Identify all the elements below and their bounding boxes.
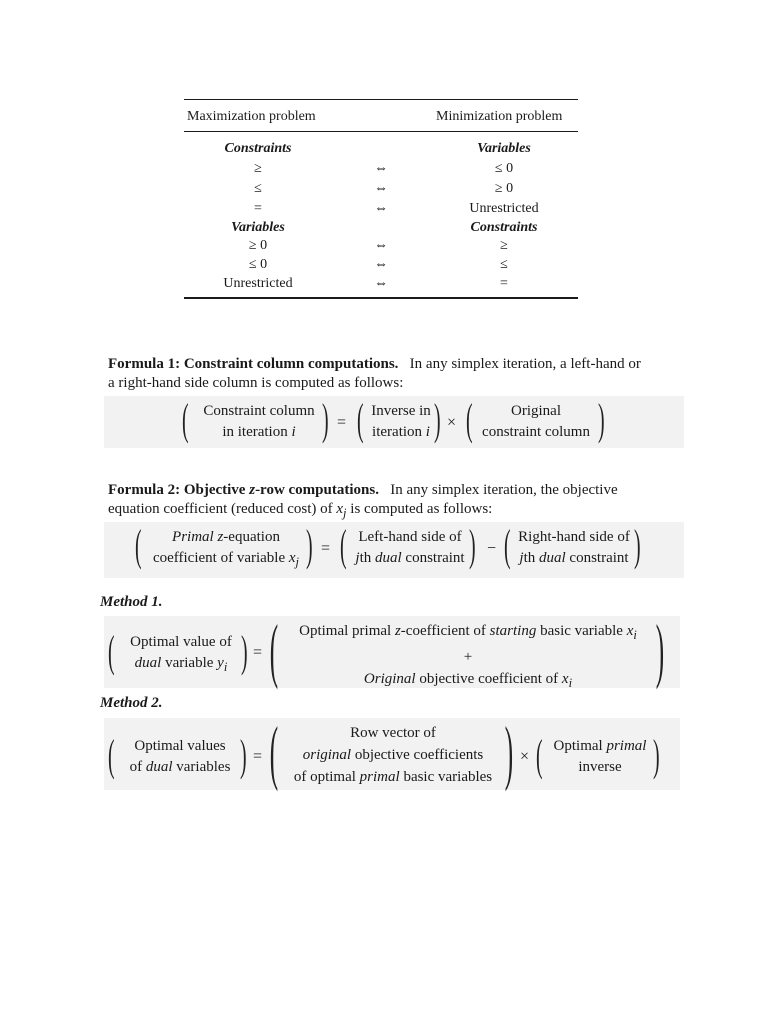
formula-2-term-3: Right-hand side of jth dual constraint (518, 529, 630, 566)
table-row-arrow: ⇔ (374, 238, 388, 253)
table-row-arrow: ⇔ (374, 161, 388, 176)
formula-2-title: Formula 2: Objective z-row computations. (108, 482, 379, 498)
paren-close: ) (434, 395, 441, 444)
paren-open: ( (536, 731, 543, 780)
paren-open: ( (357, 395, 364, 444)
method-1-rhs: Optimal primal z-coefficient of starting basic variable $x_i$ + Original objective coefficient of $x_i$ (299, 623, 637, 690)
times-sign: × (520, 748, 530, 765)
method-1-lhs: Optimal value of dual variable $y_i$ (130, 634, 232, 674)
table-row-left: Variables (231, 220, 285, 235)
formula-1-text (108, 355, 698, 393)
table-header-right: Minimization problem (436, 109, 563, 124)
method-2-label: Method 2. (100, 695, 163, 711)
paren-close: ) (655, 610, 665, 690)
times-sign: × (447, 414, 457, 431)
table-row-left: ≥ 0 (248, 238, 268, 253)
equals-sign: = (253, 644, 263, 661)
table-row-right: ≤ (500, 257, 508, 272)
paren-close: ) (504, 712, 514, 792)
paren-close: ) (241, 627, 248, 676)
method-1-label: Method 1. (100, 594, 163, 610)
paren-open: ( (108, 731, 115, 780)
formula-2-desc-1: In any simplex iteration, the objective (390, 482, 618, 498)
paren-open: ( (269, 712, 279, 792)
paren-close: ) (653, 731, 660, 780)
table-row-arrow: ⇔ (374, 257, 388, 272)
paren-close: ) (306, 521, 313, 570)
method-2-lhs: Optimal values of dual variables (129, 738, 231, 775)
paren-close: ) (240, 731, 247, 780)
formula-2-term-2: Left-hand side of jth dual constraint (355, 529, 465, 566)
table-row-left: ≤ (254, 181, 262, 196)
paren-close: ) (469, 521, 476, 570)
formula-1-term-1: Constraint column in iteration i (203, 403, 315, 440)
minus-sign: − (487, 540, 497, 557)
table-top-rule (184, 99, 578, 100)
formula-1-desc-2: a right-hand side column is computed as follows: (108, 375, 404, 391)
table-row-right: ≥ 0 (494, 181, 514, 196)
paren-open: ( (182, 395, 189, 444)
table-row-right: = (500, 276, 508, 291)
formula-1-term-2: Inverse in iteration i (371, 403, 431, 440)
table-row-arrow: ⇔ (374, 181, 388, 196)
table-row-left: Unrestricted (223, 276, 293, 291)
formula-1-term-3: Original constraint column (482, 403, 590, 440)
formula-2-term-1: Primal z-equation coefficient of variable $x_j$ (152, 529, 300, 569)
paren-close: ) (322, 395, 329, 444)
table-bottom-rule (184, 297, 578, 299)
table-row-left: ≥ (254, 161, 262, 176)
formula-2-desc-2: equation coefficient (reduced cost) of $x_j$ is computed as follows: (108, 501, 493, 520)
method-2-mid: Row vector of original objective coefficients of optimal primal basic variables (293, 725, 493, 785)
paren-open: ( (269, 610, 279, 690)
paren-close: ) (634, 521, 641, 570)
paren-close: ) (598, 395, 605, 444)
table-row-right: ≥ (500, 238, 508, 253)
paren-open: ( (135, 521, 142, 570)
paren-open: ( (340, 521, 347, 570)
table-row-left: ≤ 0 (248, 257, 268, 272)
paren-open: ( (108, 627, 115, 676)
equals-sign: = (253, 748, 263, 765)
table-header-rule (184, 131, 578, 132)
table-row-right: ≤ 0 (494, 161, 514, 176)
formula-1-desc-1: In any simplex iteration, a left-hand or (409, 356, 641, 372)
equals-sign: = (321, 540, 331, 557)
paren-open: ( (504, 521, 511, 570)
method-2-rhs: Optimal primal inverse (553, 738, 647, 775)
paren-open: ( (466, 395, 473, 444)
table-row-arrow: ⇔ (374, 201, 388, 216)
equals-sign: = (337, 414, 347, 431)
table-row-right: Constraints (470, 220, 538, 235)
table-row-right: Variables (477, 141, 531, 156)
table-row-arrow: ⇔ (374, 276, 388, 291)
formula-2-text (108, 481, 698, 523)
table-row-left: Constraints (224, 141, 292, 156)
table-header-left: Maximization problem (187, 109, 316, 124)
table-row-right: Unrestricted (469, 201, 539, 216)
table-row-left: = (254, 201, 262, 216)
formula-1-title: Formula 1: Constraint column computations. (108, 356, 399, 372)
